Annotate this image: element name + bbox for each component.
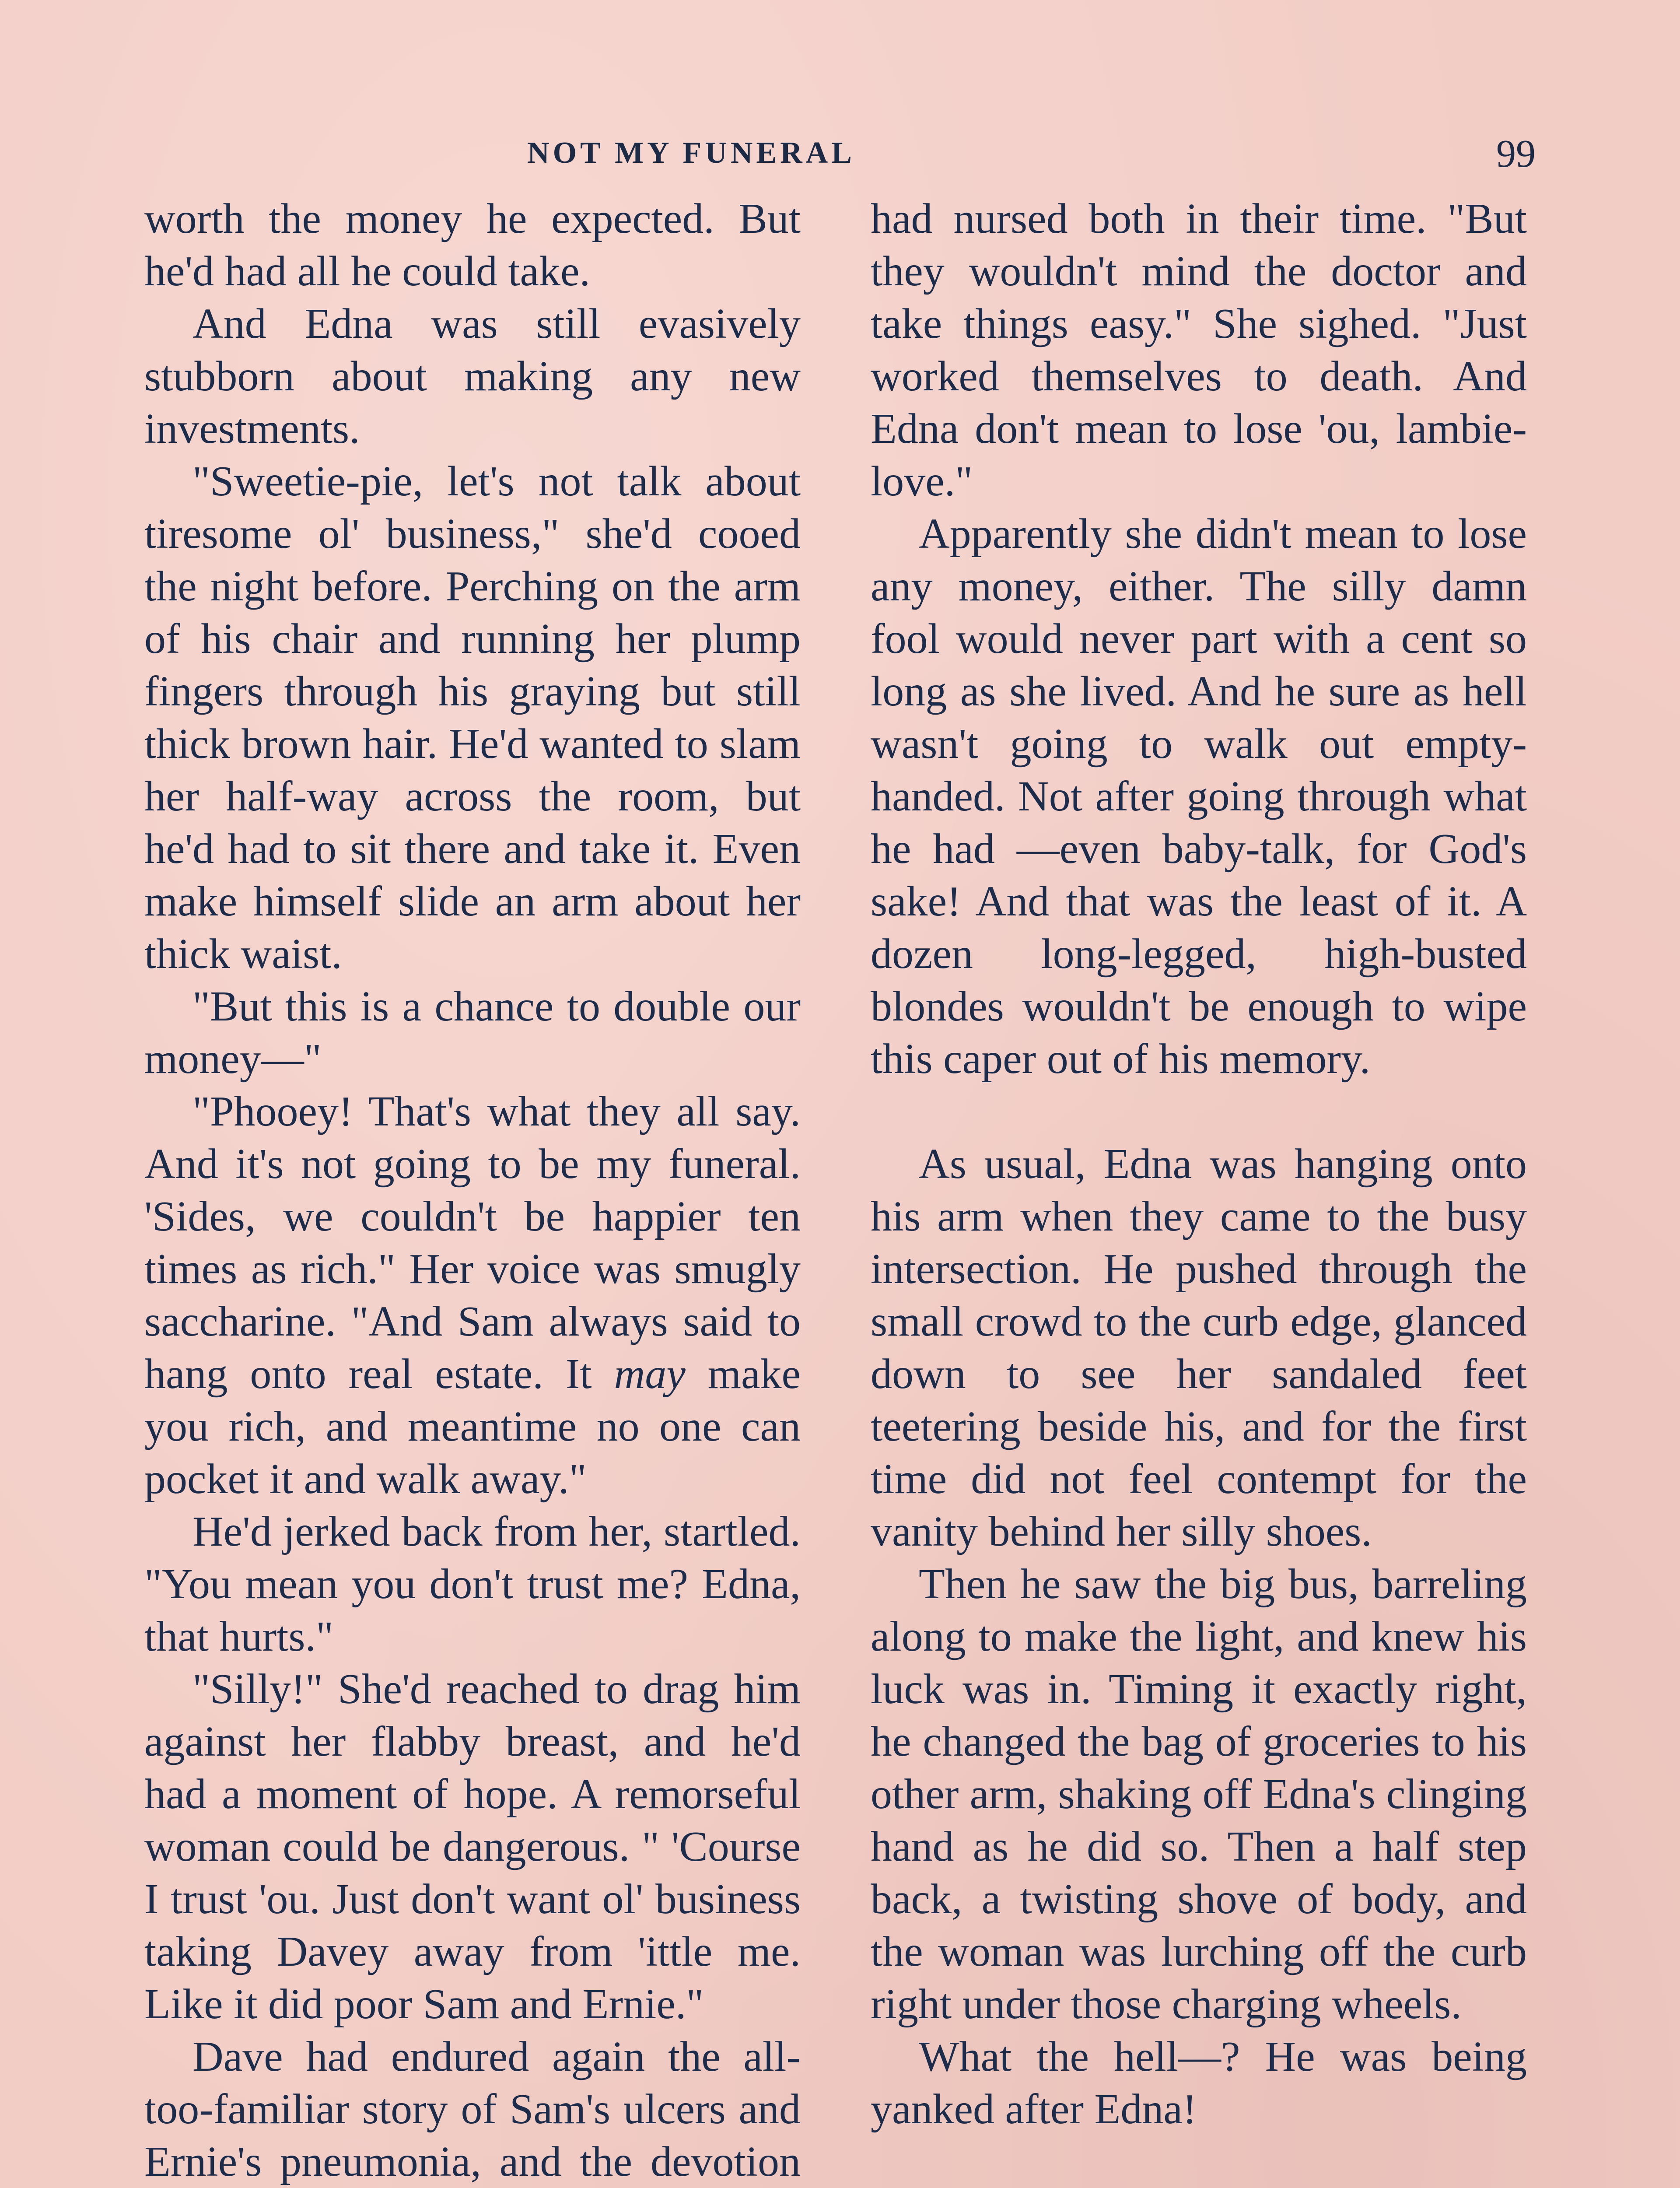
page-number: 99 — [1496, 132, 1536, 175]
paragraph: had nursed both in their time. "But they wouldn't mind the doctor and take things easy." She sighed. "Just worked themselves to death. And Edna don't mean to lose 'ou, lambie-love." — [871, 195, 1527, 505]
paragraph: "But this is a chance to double our money—" — [144, 983, 801, 1083]
left-column — [144, 193, 801, 2188]
paragraph: "Sweetie-pie, let's not talk about tiresome ol' business," she'd cooed the night before. Perching on the arm of his chair and running her plump fingers through his graying but still thick brown hair. He'd wanted to slam her half-way across the room, but he'd had to sit there and take it. Even make himself slide an arm about her thick waist. — [144, 458, 801, 978]
paragraph: And Edna was still evasively stubborn about making any new investments. — [144, 300, 801, 452]
paragraph-text: "Phooey! That's what they all say. And it's not going to be my funeral. 'Sides, we couldn't be happier ten times as rich." Her voice was smugly saccharine. "And Sam always said to hang onto real estate. It — [144, 1088, 801, 1398]
paragraph: What the hell—? He was being yanked after Edna! — [871, 2033, 1527, 2133]
paragraph: Then he saw the big bus, barreling along to make the light, and knew his luck was in. Timing it exactly right, he changed the bag of groceries to his other arm, shaking off Edna's clinging hand as he did so. Then a half step back, a twisting shove of body, and the woman was lurching off the curb right under those charging wheels. — [871, 1560, 1527, 2028]
paragraph: Dave had endured again the all-too-familiar story of Sam's ulcers and Ernie's pneumonia, and the devotion — [144, 2033, 801, 2185]
paragraph: He'd jerked back from her, startled. "You mean you don't trust me? Edna, that hurts." — [144, 1508, 801, 1660]
running-head — [144, 131, 1536, 184]
paragraph: Apparently she didn't mean to lose any money, either. The silly damn fool would never part with a cent so long as she lived. And he sure as hell wasn't going to walk out empty-handed. Not after going through what he had —even baby-talk, for God's sake! And that was the least of it. A dozen long-legged, high-busted blondes wouldn't be enough to wipe this caper out of his memory. — [871, 510, 1527, 1083]
paragraph-with-emphasis — [144, 1085, 801, 1505]
right-column — [871, 193, 1527, 2135]
paragraph-text: make you rich, and meantime no one can pocket it and walk away." — [144, 1350, 801, 1503]
paragraph: As usual, Edna was hanging onto his arm when they came to the busy intersection. He pushed through the small crowd to the curb edge, glanced down to see her sandaled feet teetering beside his, and for the first time did not feel contempt for the vanity behind her silly shoes. — [871, 1140, 1527, 1555]
paragraph: worth the money he expected. But he'd had all he could take. — [144, 195, 801, 295]
running-title: NOT MY FUNERAL — [527, 136, 855, 170]
paragraph: "Silly!" She'd reached to drag him against her flabby breast, and he'd had a moment of hope. A remorseful woman could be dangerous. " 'Course I trust 'ou. Just don't want ol' business taking Davey away from 'ittle me. Like it did poor Sam and Ernie." — [144, 1666, 801, 2028]
emphasized-word: may — [614, 1350, 686, 1398]
